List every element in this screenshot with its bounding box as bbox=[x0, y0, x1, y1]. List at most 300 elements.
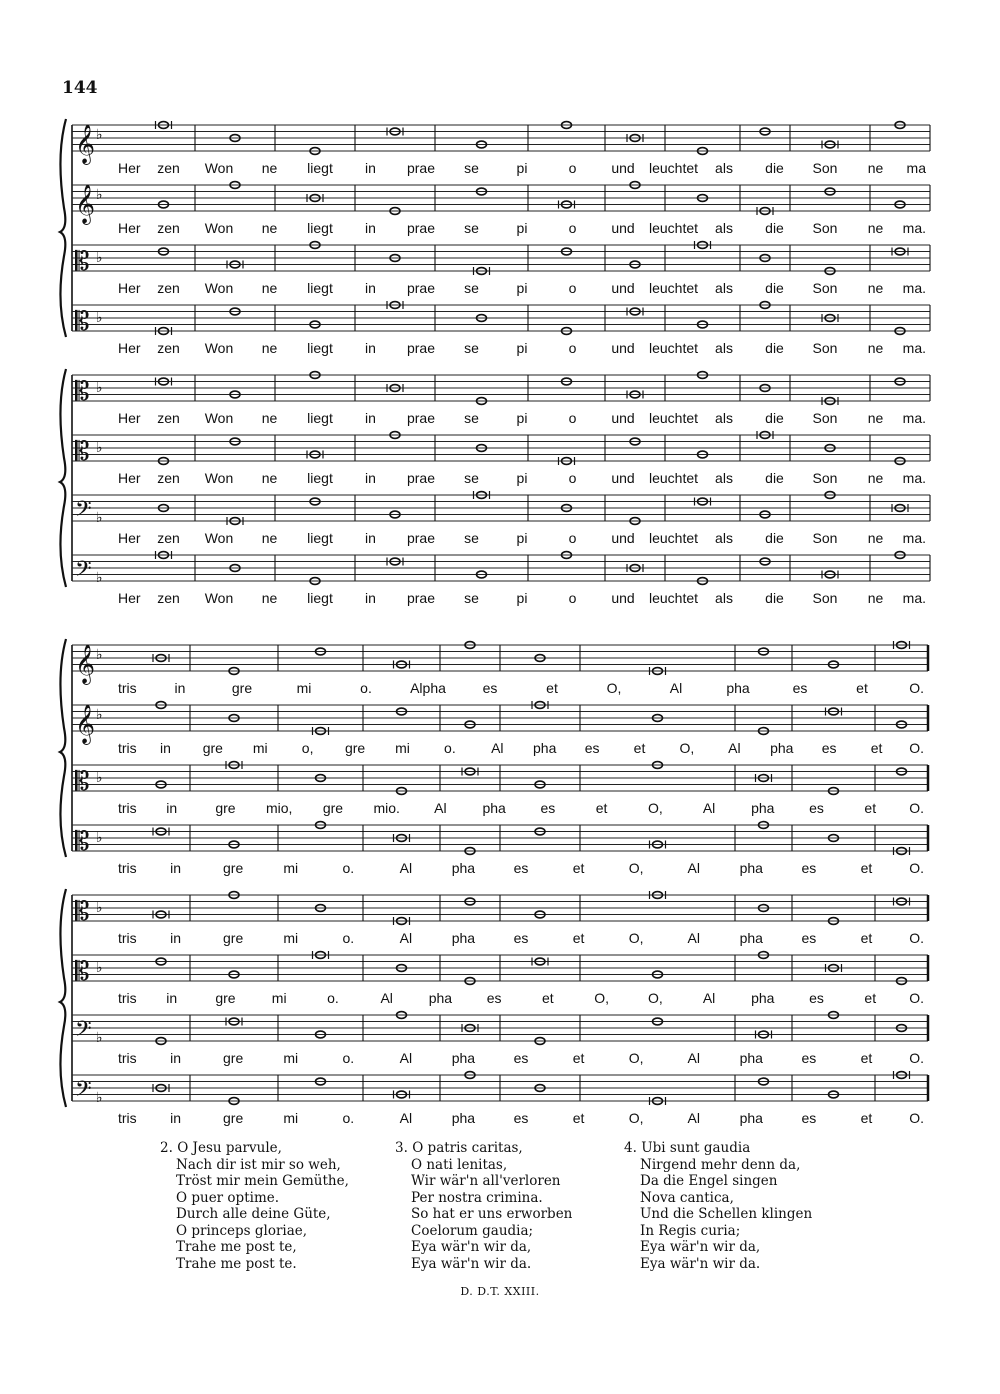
lyric-syllable: pi bbox=[516, 590, 528, 606]
stanza-line: Und die Schellen klingen bbox=[640, 1206, 813, 1222]
lyric-syllable: o. bbox=[342, 930, 355, 946]
flat-key-signature-icon: ♭ bbox=[96, 380, 103, 396]
lyric-syllable: und bbox=[611, 220, 635, 236]
lyric-syllable: pi bbox=[516, 470, 528, 486]
lyric-syllable: Son bbox=[812, 410, 838, 426]
lyric-syllable: gre bbox=[344, 740, 366, 756]
lyric-syllable: als bbox=[715, 590, 733, 606]
lyric-syllable: o. bbox=[342, 860, 355, 876]
lyric-syllable: Won bbox=[204, 530, 234, 546]
lyric-syllable: Won bbox=[204, 340, 234, 356]
lyric-syllable: tris bbox=[118, 680, 137, 696]
flat-key-signature-icon: ♭ bbox=[96, 770, 103, 786]
lyric-syllable: gre bbox=[223, 1050, 244, 1066]
flat-key-signature-icon: ♭ bbox=[96, 646, 103, 663]
lyric-syllable: et bbox=[595, 800, 608, 816]
lyric-syllable: Her bbox=[118, 340, 141, 356]
staff bbox=[72, 822, 928, 876]
lyric-syllable: se bbox=[464, 340, 479, 356]
lyric-syllable: gre bbox=[215, 990, 236, 1006]
stanza-line: Nirgend mehr denn da, bbox=[640, 1156, 801, 1173]
lyric-syllable: mi bbox=[283, 1050, 299, 1066]
lyric-syllable: als bbox=[715, 470, 733, 486]
stanza-line: 3. O patris caritas, bbox=[395, 1140, 523, 1156]
stanza-line: Eya wär'n wir da, bbox=[411, 1239, 532, 1255]
lyric-syllable: in bbox=[166, 800, 178, 816]
lyric-syllable: liegt bbox=[307, 160, 333, 176]
lyric-syllable: pha bbox=[451, 930, 476, 946]
lyric-syllable: Son bbox=[812, 280, 838, 296]
system-2 bbox=[60, 369, 930, 606]
lyric-syllable: prae bbox=[406, 530, 436, 546]
lyric-syllable: Son bbox=[812, 470, 838, 486]
tenor-clef-icon: 𝄡 bbox=[75, 307, 90, 337]
lyric-syllable: ne bbox=[867, 410, 884, 426]
lyric-syllable: O. bbox=[909, 680, 924, 696]
lyric-syllable: und bbox=[611, 160, 635, 176]
lyric-syllable: in bbox=[365, 590, 376, 606]
lyric-syllable: liegt bbox=[307, 590, 333, 606]
lyric-syllable: zen bbox=[157, 280, 180, 296]
lyric-syllable: prae bbox=[406, 340, 436, 356]
lyric-syllable: O. bbox=[909, 1050, 924, 1066]
lyric-syllable: gre bbox=[202, 740, 223, 756]
bass-clef-icon: 𝄢 bbox=[75, 1017, 92, 1047]
lyric-syllable: ma. bbox=[902, 470, 926, 486]
lyric-syllable: Al bbox=[380, 990, 393, 1006]
stanza-line: Tröst mir mein Gemüthe, bbox=[176, 1173, 349, 1189]
lyric-syllable: prae bbox=[406, 410, 436, 426]
lyric-syllable: leuchtet bbox=[648, 220, 699, 236]
lyric-syllable: pha bbox=[739, 1050, 763, 1066]
lyric-syllable: et bbox=[572, 1050, 585, 1066]
bass-clef-icon: 𝄢 bbox=[75, 497, 92, 527]
stanza-number: 3. bbox=[395, 1140, 408, 1156]
lyric-syllable: Al bbox=[687, 1050, 700, 1066]
lyric-syllable: Won bbox=[204, 160, 234, 176]
lyric-syllable: in bbox=[365, 410, 376, 426]
lyric-syllable: pi bbox=[516, 160, 528, 176]
lyric-syllable: o bbox=[568, 280, 577, 296]
stanza-line: Eya wär'n wir da. bbox=[640, 1255, 761, 1272]
stanza-line: Nach dir ist mir so weh, bbox=[176, 1156, 341, 1173]
lyric-syllable: Her bbox=[118, 220, 141, 236]
lyric-syllable: mi bbox=[296, 680, 312, 696]
lyric-syllable: prae bbox=[406, 590, 436, 606]
lyric-syllable: die bbox=[765, 280, 784, 296]
lyric-syllable: in bbox=[365, 470, 376, 486]
lyric-syllable: gre bbox=[223, 1110, 244, 1126]
lyric-syllable: Al bbox=[687, 930, 700, 946]
lyric-syllable: die bbox=[765, 220, 784, 236]
lyric-syllable: in bbox=[365, 160, 376, 176]
lyric-syllable: gre bbox=[223, 930, 244, 946]
staff bbox=[72, 761, 928, 816]
lyric-syllable: und bbox=[611, 590, 635, 606]
treble-clef-icon: 𝄞 bbox=[75, 704, 96, 744]
system-brace bbox=[60, 889, 66, 1107]
lyric-syllable: ne bbox=[261, 530, 278, 546]
staff bbox=[72, 241, 930, 296]
lyric-syllable: Her bbox=[118, 280, 141, 296]
lyric-syllable: in bbox=[170, 1110, 182, 1126]
staff bbox=[72, 551, 930, 606]
lyric-syllable: leuchtet bbox=[648, 470, 699, 486]
lyric-syllable: et bbox=[856, 680, 868, 696]
lyric-syllable: ne bbox=[867, 530, 884, 546]
lyric-syllable: O, bbox=[647, 990, 663, 1006]
lyric-syllable: in bbox=[170, 860, 182, 876]
lyric-syllable: ma. bbox=[902, 280, 926, 296]
lyric-syllable: und bbox=[611, 340, 635, 356]
lyric-syllable: gre bbox=[231, 680, 253, 696]
lyric-syllable: zen bbox=[157, 590, 180, 606]
lyric-syllable: ne bbox=[261, 590, 278, 606]
lyric-syllable: und bbox=[611, 530, 635, 546]
flat-key-signature-icon: ♭ bbox=[96, 1029, 103, 1046]
lyric-syllable: O. bbox=[909, 740, 924, 756]
stanza-line: 2. O Jesu parvule, bbox=[160, 1140, 282, 1156]
lyric-syllable: gre bbox=[223, 860, 244, 876]
lyric-syllable: liegt bbox=[307, 410, 333, 426]
lyric-syllable: mi bbox=[395, 740, 410, 756]
lyric-syllable: die bbox=[765, 470, 784, 486]
stanza-line: 4. Ubi sunt gaudia bbox=[624, 1140, 751, 1156]
stanza-line: Eya wär'n wir da. bbox=[411, 1255, 532, 1272]
lyric-syllable: pha bbox=[428, 990, 453, 1006]
lyric-syllable: prae bbox=[406, 220, 436, 236]
lyric-syllable: in bbox=[159, 740, 171, 756]
lyric-syllable: in bbox=[365, 530, 376, 546]
lyric-syllable: in bbox=[365, 340, 376, 356]
lyric-syllable: es bbox=[486, 990, 502, 1006]
lyric-syllable: Her bbox=[118, 470, 141, 486]
lyric-syllable: et bbox=[864, 800, 877, 816]
stanza-number: 4. bbox=[624, 1140, 637, 1156]
lyric-syllable: in bbox=[365, 220, 376, 236]
lyric-syllable: pi bbox=[516, 530, 528, 546]
lyric-syllable: liegt bbox=[307, 340, 333, 356]
lyric-syllable: Al bbox=[434, 800, 447, 816]
flat-key-signature-icon: ♭ bbox=[96, 569, 103, 586]
lyric-syllable: Won bbox=[204, 470, 234, 486]
lyric-syllable: Son bbox=[812, 160, 838, 176]
lyric-syllable: Al bbox=[399, 860, 413, 876]
lyric-syllable: pha bbox=[533, 740, 557, 756]
lyric-syllable: et bbox=[572, 930, 585, 946]
lyric-syllable: ne bbox=[867, 160, 884, 176]
lyric-syllable: leuchtet bbox=[648, 160, 699, 176]
stanza-line: Wir wär'n all'verloren bbox=[411, 1173, 561, 1189]
flat-key-signature-icon: ♭ bbox=[96, 250, 103, 266]
lyric-syllable: et bbox=[860, 1110, 873, 1126]
stanza-line: O puer optime. bbox=[176, 1189, 280, 1206]
stanza-3 bbox=[395, 1140, 572, 1272]
lyric-syllable: ne bbox=[261, 160, 278, 176]
lyric-syllable: Al bbox=[491, 740, 504, 756]
system-3 bbox=[60, 639, 928, 876]
staff bbox=[72, 641, 928, 696]
alto-clef-icon: 𝄡 bbox=[75, 377, 90, 407]
lyric-syllable: als bbox=[715, 340, 733, 356]
lyric-syllable: in bbox=[170, 1050, 182, 1066]
stanza-line: Trahe me post te. bbox=[176, 1255, 297, 1272]
lyric-syllable: ma. bbox=[902, 340, 926, 356]
lyric-syllable: mi bbox=[252, 740, 268, 756]
flat-key-signature-icon: ♭ bbox=[96, 1089, 103, 1106]
flat-key-signature-icon: ♭ bbox=[96, 186, 103, 203]
lyric-syllable: ma. bbox=[902, 590, 926, 606]
lyric-syllable: tris bbox=[118, 1050, 137, 1066]
lyric-syllable: se bbox=[464, 220, 479, 236]
alto-clef-icon: 𝄡 bbox=[75, 957, 90, 987]
flat-key-signature-icon: ♭ bbox=[96, 310, 103, 326]
lyric-syllable: als bbox=[715, 280, 733, 296]
lyric-syllable: liegt bbox=[307, 530, 333, 546]
lyric-syllable: Son bbox=[812, 590, 838, 606]
lyric-syllable: O, bbox=[628, 860, 644, 876]
staff bbox=[72, 301, 930, 356]
lyric-syllable: und bbox=[611, 280, 635, 296]
lyric-syllable: es bbox=[584, 740, 600, 756]
lyric-syllable: et bbox=[870, 740, 883, 756]
lyric-syllable: zen bbox=[157, 470, 180, 486]
footer-reference: D. D.T. XXIII. bbox=[460, 1285, 540, 1298]
lyric-syllable: ne bbox=[261, 410, 278, 426]
lyric-syllable: leuchtet bbox=[648, 590, 699, 606]
lyric-syllable: und bbox=[611, 470, 635, 486]
treble-clef-icon: 𝄞 bbox=[75, 124, 96, 164]
flat-key-signature-icon: ♭ bbox=[96, 706, 103, 723]
staff bbox=[72, 701, 928, 756]
stanza-2 bbox=[160, 1140, 349, 1272]
lyric-syllable: se bbox=[464, 280, 479, 296]
stanza-line: Coelorum gaudia; bbox=[411, 1222, 534, 1239]
lyric-syllable: o bbox=[568, 160, 577, 176]
lyric-syllable: als bbox=[715, 530, 733, 546]
lyric-syllable: o. bbox=[444, 740, 456, 756]
lyric-syllable: es bbox=[801, 1050, 817, 1066]
lyric-syllable: ne bbox=[261, 220, 278, 236]
lyric-syllable: O. bbox=[909, 860, 924, 876]
stanza-line: Da die Engel singen bbox=[640, 1173, 778, 1189]
treble-clef-icon: 𝄞 bbox=[75, 184, 96, 224]
stanza-line: Nova cantica, bbox=[640, 1189, 734, 1206]
alto-clef-icon: 𝄡 bbox=[75, 897, 90, 927]
flat-key-signature-icon: ♭ bbox=[96, 830, 103, 846]
lyric-syllable: mio. bbox=[373, 800, 400, 816]
lyric-syllable: es bbox=[513, 1110, 529, 1126]
lyric-syllable: prae bbox=[406, 280, 436, 296]
lyric-syllable: pha bbox=[751, 990, 775, 1006]
staff bbox=[72, 372, 930, 426]
lyric-syllable: Son bbox=[812, 530, 838, 546]
lyric-syllable: pi bbox=[516, 220, 528, 236]
lyric-syllable: tris bbox=[118, 990, 137, 1006]
flat-key-signature-icon: ♭ bbox=[96, 900, 103, 916]
lyric-syllable: pha bbox=[739, 1110, 763, 1126]
lyric-syllable: O, bbox=[628, 930, 644, 946]
lyric-syllable: und bbox=[611, 410, 635, 426]
lyric-syllable: se bbox=[464, 590, 479, 606]
alto-clef-icon: 𝄡 bbox=[75, 247, 90, 277]
stanza-line: O princeps gloriae, bbox=[176, 1222, 308, 1239]
lyric-syllable: Won bbox=[204, 220, 234, 236]
lyric-syllable: es bbox=[482, 680, 498, 696]
lyric-syllable: es bbox=[513, 1050, 529, 1066]
lyric-syllable: et bbox=[572, 860, 585, 876]
lyric-syllable: leuchtet bbox=[648, 410, 699, 426]
lyric-syllable: Her bbox=[118, 530, 141, 546]
lyric-syllable: O, bbox=[647, 800, 663, 816]
stanza-line: Trahe me post te, bbox=[176, 1239, 297, 1255]
flat-key-signature-icon: ♭ bbox=[96, 509, 103, 526]
lyric-syllable: die bbox=[765, 590, 784, 606]
lyric-syllable: O. bbox=[909, 800, 924, 816]
lyric-syllable: gre bbox=[322, 800, 344, 816]
lyric-syllable: es bbox=[801, 930, 817, 946]
lyric-syllable: ma. bbox=[902, 220, 926, 236]
lyric-syllable: se bbox=[464, 410, 479, 426]
lyric-syllable: Al bbox=[399, 1050, 413, 1066]
lyric-syllable: es bbox=[821, 740, 837, 756]
lyric-syllable: Al bbox=[687, 860, 700, 876]
stanza-line: Per nostra crimina. bbox=[411, 1189, 543, 1206]
staff bbox=[72, 951, 928, 1006]
lyric-syllable: o bbox=[568, 590, 577, 606]
lyric-syllable: o. bbox=[360, 680, 372, 696]
bass-clef-icon: 𝄢 bbox=[75, 557, 92, 587]
staff bbox=[72, 431, 930, 486]
lyric-syllable: ne bbox=[867, 280, 884, 296]
lyric-syllable: mio, bbox=[265, 800, 293, 816]
lyric-syllable: mi bbox=[271, 990, 287, 1006]
lyric-syllable: pha bbox=[482, 800, 506, 816]
lyric-syllable: es bbox=[809, 800, 824, 816]
lyric-syllable: et bbox=[864, 990, 877, 1006]
lyric-syllable: o. bbox=[342, 1110, 355, 1126]
lyric-syllable: tris bbox=[118, 1110, 137, 1126]
bass-clef-icon: 𝄢 bbox=[75, 1077, 92, 1107]
lyric-syllable: prae bbox=[406, 160, 436, 176]
lyric-syllable: Son bbox=[812, 220, 838, 236]
lyric-syllable: pha bbox=[751, 800, 775, 816]
lyric-syllable: prae bbox=[406, 470, 436, 486]
lyric-syllable: Al bbox=[702, 990, 716, 1006]
lyric-syllable: zen bbox=[157, 530, 180, 546]
lyric-syllable: es bbox=[792, 680, 808, 696]
lyric-syllable: Son bbox=[812, 340, 838, 356]
lyric-syllable: zen bbox=[157, 340, 180, 356]
lyric-syllable: pha bbox=[451, 1050, 476, 1066]
lyric-syllable: Won bbox=[204, 410, 234, 426]
lyric-syllable: ne bbox=[867, 590, 884, 606]
lyric-syllable: liegt bbox=[307, 220, 333, 236]
system-4 bbox=[60, 889, 928, 1126]
system-brace bbox=[60, 639, 66, 857]
lyric-syllable: ne bbox=[261, 340, 278, 356]
lyric-syllable: in bbox=[365, 280, 376, 296]
lyric-syllable: ne bbox=[261, 280, 278, 296]
lyric-syllable: tris bbox=[118, 860, 137, 876]
lyric-syllable: pha bbox=[451, 1110, 476, 1126]
lyric-syllable: et bbox=[860, 930, 873, 946]
lyric-syllable: Al bbox=[399, 930, 413, 946]
lyric-syllable: ne bbox=[261, 470, 278, 486]
lyric-syllable: O. bbox=[909, 930, 924, 946]
lyric-syllable: tris bbox=[118, 800, 137, 816]
lyric-syllable: es bbox=[513, 860, 529, 876]
system-brace bbox=[60, 119, 66, 337]
staff bbox=[72, 491, 930, 546]
lyric-syllable: pha bbox=[739, 930, 763, 946]
page-number: 144 bbox=[62, 78, 98, 98]
lyric-syllable: die bbox=[765, 340, 784, 356]
lyric-syllable: liegt bbox=[307, 470, 333, 486]
lyric-syllable: liegt bbox=[307, 280, 333, 296]
lyric-syllable: Won bbox=[204, 280, 234, 296]
lyric-syllable: ne bbox=[867, 470, 884, 486]
staff bbox=[72, 182, 930, 236]
alto-clef-icon: 𝄡 bbox=[75, 767, 90, 797]
stanza-4 bbox=[624, 1140, 812, 1272]
lyric-syllable: die bbox=[765, 530, 784, 546]
lyric-syllable: leuchtet bbox=[648, 340, 699, 356]
lyric-syllable: pha bbox=[739, 860, 763, 876]
lyric-syllable: se bbox=[464, 530, 479, 546]
stanza-line: So hat er uns erworben bbox=[411, 1206, 573, 1222]
lyric-syllable: es bbox=[801, 1110, 817, 1126]
lyric-syllable: O, bbox=[628, 1110, 644, 1126]
lyric-syllable: O, bbox=[679, 740, 695, 756]
lyric-syllable: als bbox=[715, 220, 733, 236]
lyric-syllable: o bbox=[568, 220, 577, 236]
lyric-syllable: O. bbox=[909, 990, 924, 1006]
lyric-syllable: O, bbox=[594, 990, 609, 1006]
lyric-syllable: leuchtet bbox=[648, 280, 699, 296]
lyric-syllable: et bbox=[572, 1110, 585, 1126]
lyric-syllable: ma bbox=[906, 160, 926, 176]
flat-key-signature-icon: ♭ bbox=[96, 440, 103, 456]
lyric-syllable: O, bbox=[628, 1050, 644, 1066]
lyric-syllable: ne bbox=[867, 340, 884, 356]
lyric-syllable: Alpha bbox=[410, 680, 446, 696]
lyric-syllable: mi bbox=[283, 860, 299, 876]
lyric-syllable: et bbox=[546, 680, 558, 696]
lyric-syllable: Her bbox=[118, 410, 141, 426]
lyric-syllable: Won bbox=[204, 590, 234, 606]
lyric-syllable: pi bbox=[516, 340, 528, 356]
lyric-syllable: et bbox=[860, 1050, 873, 1066]
lyric-syllable: pi bbox=[516, 280, 528, 296]
stanza-line: Eya wär'n wir da, bbox=[640, 1239, 761, 1255]
lyric-syllable: O. bbox=[909, 1110, 924, 1126]
system-1 bbox=[60, 119, 930, 356]
lyric-syllable: in bbox=[170, 930, 182, 946]
flat-key-signature-icon: ♭ bbox=[96, 960, 103, 976]
lyric-syllable: in bbox=[174, 680, 186, 696]
lyric-syllable: Al bbox=[669, 680, 683, 696]
staff bbox=[72, 121, 930, 176]
stanza-line: Durch alle deine Güte, bbox=[176, 1206, 331, 1222]
lyric-syllable: Her bbox=[118, 160, 141, 176]
lyric-syllable: pha bbox=[726, 680, 750, 696]
lyric-syllable: pha bbox=[451, 860, 476, 876]
lyric-syllable: leuchtet bbox=[648, 530, 699, 546]
lyric-syllable: gre bbox=[215, 800, 236, 816]
lyric-syllable: zen bbox=[157, 220, 180, 236]
lyric-syllable: se bbox=[464, 160, 479, 176]
